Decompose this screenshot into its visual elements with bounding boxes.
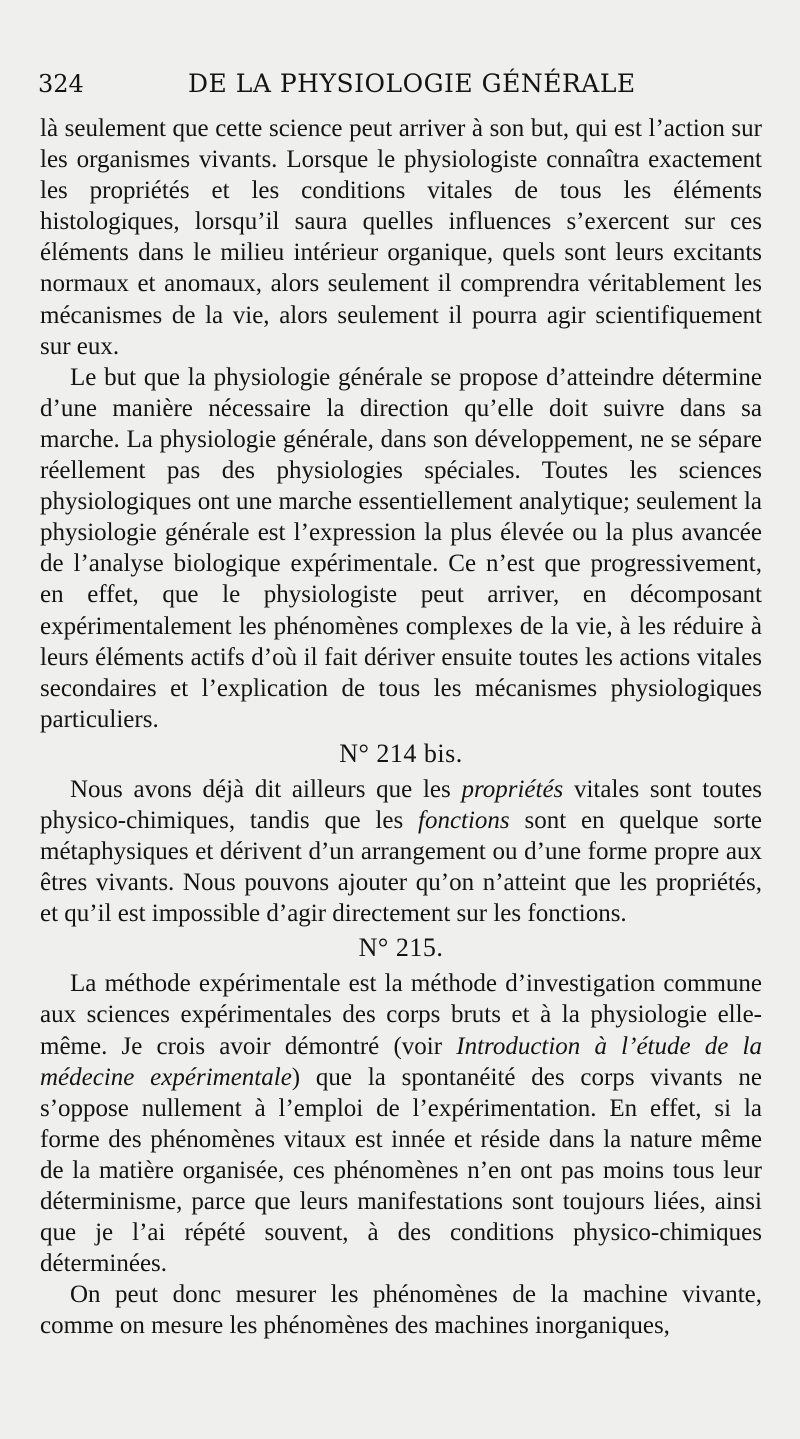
paragraph-214-bis [40,774,762,929]
running-title: DE LA PHYSIOLOGIE GÉNÉRALE [188,69,636,98]
paragraph-continuation: là seulement que cette science peut arriver à son but, qui est l’action sur les organismes vivants. Lorsque le physiologiste connaîtra exactement les propriétés et les conditions vitales de tous les éléments histologiques, lorsqu’il saura quelles influences s’exercent sur ces éléments dans le milieu intérieur organique, quels sont leurs excitants normaux et anomaux, alors seulement il comprendra véritablement les mécanismes de la vie, alors seulement il pourra agir scientifiquement sur eux. [40,115,762,360]
paragraph-215-method [40,968,762,1279]
page-header [38,66,768,102]
text-run: vitales sont toutes physico-chimiques, tandis que les [40,775,763,834]
text-run: Nous avons déjà dit ailleurs que les [70,775,451,803]
text-run: sont en quelque sorte métaphysiques et dérivent d’un arrangement ou d’une forme propre aux êtres vivants. Nous pouvons ajouter qu’on n’atteint que les propriétés, et qu’il est impossible d’agir directement sur les fonctions. [40,806,762,928]
paragraph-general-physiology-aim: Le but que la physiologie générale se propose d’atteindre détermine d’une manière nécessaire la direction qu’elle doit suivre dans sa marche. La physiologie générale, dans son développement, ne se sépare réellement pas des physiologies spéciales. Toutes les sciences physiologiques ont une marche essentiellement analytique; seulement la physiologie générale est l’expression la plus élevée ou la plus avancée de l’analyse biologique expérimentale. Ce n’est que progressivement, en effet, que le physiologiste peut arriver, en décomposant expérimentalement les phénomènes complexes de la vie, à les réduire à leurs éléments actifs d’où il fait dériver ensuite toutes les actions vitales secondaires et l’explication de tous les mécanismes physiologiques particuliers. [40,363,762,733]
text-run: La méthode expérimentale est la méthode d’investigation commune aux sciences expérimentales des corps bruts et à la physiologie elle-même. Je crois avoir démontré (voir [40,970,762,1060]
section-heading-215: N° 215. [358,933,444,963]
italic-fonctions: fonctions [418,806,510,834]
italic-book-title: Introduction à l’étude de la médecine expérimentale [40,1032,762,1091]
body-text [40,113,762,1341]
section-heading-214-bis: N° 214 bis. [339,738,463,768]
paragraph-215-measure: On peut donc mesurer les phénomènes de la machine vivante, comme on mesure les phénomènes des machines inorganiques, [40,1281,762,1340]
page-number: 324 [38,70,84,98]
italic-proprietes: propriétés [461,775,564,803]
text-run: ) que la spontanéité des corps vivants ne s’oppose nullement à l’emploi de l’expérimentation. En effet, si la forme des phénomènes vitaux est innée et réside dans la nature même de la matière organisée, ces phénomènes n’en ont pas moins tous leur déterminisme, parce que leurs manifestations sont toujours liées, ainsi que je l’ai répété souvent, à des conditions physico-chimiques déterminées. [40,1063,762,1278]
